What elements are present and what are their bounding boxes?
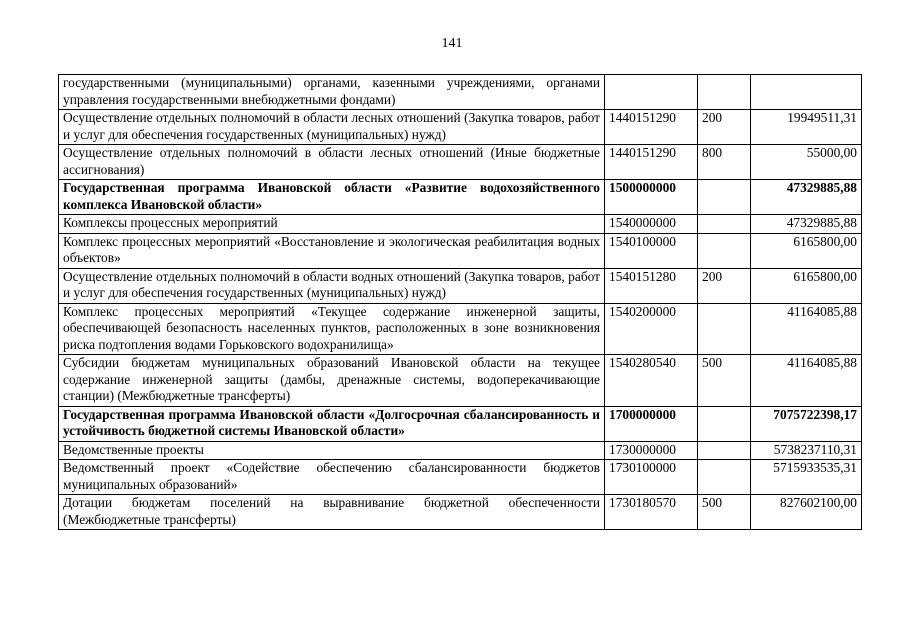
row-amount: 5738237110,31 xyxy=(751,441,862,460)
row-amount: 7075722398,17 xyxy=(751,406,862,441)
row-name: Комплекс процессных мероприятий «Восстановление и экологическая реабилитация водных объектов» xyxy=(59,233,605,268)
row-amount: 55000,00 xyxy=(751,145,862,180)
row-expense-type: 500 xyxy=(698,355,751,407)
row-name: Осуществление отдельных полномочий в области водных отношений (Закупка товаров, работ и услуг для обеспечения государственных (муниципальных) нужд) xyxy=(59,268,605,303)
row-expense-type xyxy=(698,460,751,495)
table-row xyxy=(59,268,862,303)
row-expense-type xyxy=(698,441,751,460)
row-amount: 6165800,00 xyxy=(751,233,862,268)
row-expense-type xyxy=(698,215,751,234)
row-target-code: 1500000000 xyxy=(605,180,698,215)
row-target-code: 1440151290 xyxy=(605,145,698,180)
row-expense-type: 200 xyxy=(698,268,751,303)
row-name: Комплексы процессных мероприятий xyxy=(59,215,605,234)
row-amount: 19949511,31 xyxy=(751,110,862,145)
table-row xyxy=(59,145,862,180)
row-name: Комплекс процессных мероприятий «Текущее содержание инженерной защиты, обеспечивающей безопасность населенных пунктов, расположенных в зоне возникновения риска подтопления водами Горьковского водохранилища» xyxy=(59,303,605,355)
row-expense-type xyxy=(698,233,751,268)
row-name: Субсидии бюджетам муниципальных образований Ивановской области на текущее содержание инженерной защиты (дамбы, дренажные системы, водоперекачивающие станции) (Межбюджетные трансферты) xyxy=(59,355,605,407)
row-target-code: 1540280540 xyxy=(605,355,698,407)
row-amount: 6165800,00 xyxy=(751,268,862,303)
row-name: государственными (муниципальными) органами, казенными учреждениями, органами управления государственными внебюджетными фондами) xyxy=(59,75,605,110)
row-target-code xyxy=(605,75,698,110)
row-amount: 41164085,88 xyxy=(751,355,862,407)
row-target-code: 1540100000 xyxy=(605,233,698,268)
table-row xyxy=(59,460,862,495)
row-amount: 5715933535,31 xyxy=(751,460,862,495)
row-name: Дотации бюджетам поселений на выравнивание бюджетной обеспеченности (Межбюджетные трансферты) xyxy=(59,495,605,530)
row-amount: 827602100,00 xyxy=(751,495,862,530)
table-row-program xyxy=(59,406,862,441)
page-number: 141 xyxy=(441,36,463,51)
table-row xyxy=(59,215,862,234)
row-name: Осуществление отдельных полномочий в области лесных отношений (Иные бюджетные ассигнования) xyxy=(59,145,605,180)
row-name: Государственная программа Ивановской области «Развитие водохозяйственного комплекса Ивановской области» xyxy=(59,180,605,215)
row-expense-type: 500 xyxy=(698,495,751,530)
row-amount: 47329885,88 xyxy=(751,215,862,234)
row-expense-type: 800 xyxy=(698,145,751,180)
table-row xyxy=(59,495,862,530)
row-name: Государственная программа Ивановской области «Долгосрочная сбалансированность и устойчивость бюджетной системы Ивановской области» xyxy=(59,406,605,441)
row-amount: 47329885,88 xyxy=(751,180,862,215)
table-row xyxy=(59,75,862,110)
row-expense-type: 200 xyxy=(698,110,751,145)
row-expense-type xyxy=(698,180,751,215)
table-row xyxy=(59,233,862,268)
row-expense-type xyxy=(698,303,751,355)
row-name: Ведомственные проекты xyxy=(59,441,605,460)
row-expense-type xyxy=(698,75,751,110)
table-row xyxy=(59,110,862,145)
row-target-code: 1440151290 xyxy=(605,110,698,145)
row-target-code: 1540000000 xyxy=(605,215,698,234)
table-row xyxy=(59,303,862,355)
budget-table xyxy=(58,74,862,530)
row-target-code: 1730100000 xyxy=(605,460,698,495)
row-target-code: 1540151280 xyxy=(605,268,698,303)
row-name: Ведомственный проект «Содействие обеспечению сбалансированности бюджетов муниципальных образований» xyxy=(59,460,605,495)
row-expense-type xyxy=(698,406,751,441)
row-target-code: 1730000000 xyxy=(605,441,698,460)
table-row xyxy=(59,441,862,460)
row-amount: 41164085,88 xyxy=(751,303,862,355)
row-amount xyxy=(751,75,862,110)
row-target-code: 1730180570 xyxy=(605,495,698,530)
row-target-code: 1540200000 xyxy=(605,303,698,355)
table-row xyxy=(59,355,862,407)
row-name: Осуществление отдельных полномочий в области лесных отношений (Закупка товаров, работ и услуг для обеспечения государственных (муниципальных) нужд) xyxy=(59,110,605,145)
table-row-program xyxy=(59,180,862,215)
row-target-code: 1700000000 xyxy=(605,406,698,441)
budget-table-body xyxy=(59,75,862,530)
